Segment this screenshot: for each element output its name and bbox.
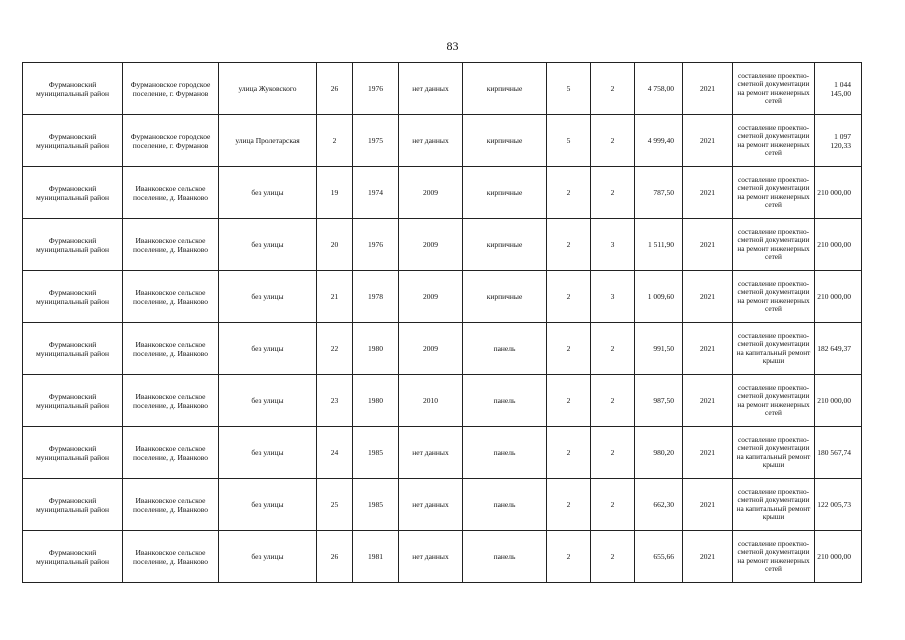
settlement-cell: Фурмановское городское поселение, г. Фурманов [123, 115, 219, 167]
cost-cell: 210 000,00 [815, 167, 862, 219]
year-built-cell: 1981 [353, 531, 399, 583]
floors-cell: 2 [547, 375, 591, 427]
year-built-cell: 1985 [353, 427, 399, 479]
street-cell: улица Жуковского [219, 63, 317, 115]
settlement-cell: Иванковское сельское поселение, д. Иванково [123, 479, 219, 531]
year-repair-cell: 2010 [399, 375, 463, 427]
floors-cell: 2 [547, 167, 591, 219]
district-cell: Фурмановский муниципальный район [23, 323, 123, 375]
housing-repair-table [22, 62, 862, 583]
plan-year-cell: 2021 [683, 479, 733, 531]
settlement-cell: Фурмановское городское поселение, г. Фурманов [123, 63, 219, 115]
plan-year-cell: 2021 [683, 271, 733, 323]
year-repair-cell: нет данных [399, 427, 463, 479]
settlement-cell: Иванковское сельское поселение, д. Иванково [123, 167, 219, 219]
wall-material-cell: панель [463, 479, 547, 531]
table-row [23, 375, 862, 427]
year-built-cell: 1976 [353, 63, 399, 115]
wall-material-cell: панель [463, 531, 547, 583]
floors-cell: 2 [547, 323, 591, 375]
year-repair-cell: нет данных [399, 479, 463, 531]
street-cell: без улицы [219, 219, 317, 271]
work-type-cell: составление проектно-сметной документации на ремонт инженерных сетей [733, 375, 815, 427]
table-row [23, 479, 862, 531]
entrances-cell: 3 [591, 219, 635, 271]
floors-cell: 2 [547, 531, 591, 583]
year-repair-cell: нет данных [399, 63, 463, 115]
area-cell: 991,50 [635, 323, 683, 375]
district-cell: Фурмановский муниципальный район [23, 115, 123, 167]
floors-cell: 2 [547, 219, 591, 271]
work-type-cell: составление проектно-сметной документации на ремонт инженерных сетей [733, 531, 815, 583]
cost-cell: 210 000,00 [815, 219, 862, 271]
plan-year-cell: 2021 [683, 375, 733, 427]
settlement-cell: Иванковское сельское поселение, д. Иванково [123, 323, 219, 375]
house-number-cell: 2 [317, 115, 353, 167]
work-type-cell: составление проектно-сметной документации на капитальный ремонт крыши [733, 323, 815, 375]
settlement-cell: Иванковское сельское поселение, д. Иванково [123, 427, 219, 479]
wall-material-cell: кирпичные [463, 271, 547, 323]
work-type-cell: составление проектно-сметной документации на капитальный ремонт крыши [733, 427, 815, 479]
district-cell: Фурмановский муниципальный район [23, 63, 123, 115]
floors-cell: 2 [547, 479, 591, 531]
year-built-cell: 1974 [353, 167, 399, 219]
house-number-cell: 20 [317, 219, 353, 271]
wall-material-cell: панель [463, 375, 547, 427]
floors-cell: 2 [547, 427, 591, 479]
wall-material-cell: панель [463, 323, 547, 375]
street-cell: без улицы [219, 375, 317, 427]
house-number-cell: 22 [317, 323, 353, 375]
work-type-cell: составление проектно-сметной документации на ремонт инженерных сетей [733, 115, 815, 167]
cost-cell: 210 000,00 [815, 531, 862, 583]
year-built-cell: 1980 [353, 323, 399, 375]
cost-cell: 1 044 145,00 [815, 63, 862, 115]
table-row [23, 219, 862, 271]
table-row [23, 115, 862, 167]
work-type-cell: составление проектно-сметной документации на капитальный ремонт крыши [733, 479, 815, 531]
year-repair-cell: 2009 [399, 271, 463, 323]
work-type-cell: составление проектно-сметной документации на ремонт инженерных сетей [733, 167, 815, 219]
table-row [23, 63, 862, 115]
district-cell: Фурмановский муниципальный район [23, 375, 123, 427]
area-cell: 1 009,60 [635, 271, 683, 323]
cost-cell: 210 000,00 [815, 271, 862, 323]
year-repair-cell: 2009 [399, 167, 463, 219]
district-cell: Фурмановский муниципальный район [23, 219, 123, 271]
year-repair-cell: нет данных [399, 115, 463, 167]
area-cell: 987,50 [635, 375, 683, 427]
table-row [23, 167, 862, 219]
house-number-cell: 21 [317, 271, 353, 323]
entrances-cell: 2 [591, 63, 635, 115]
area-cell: 4 999,40 [635, 115, 683, 167]
house-number-cell: 26 [317, 531, 353, 583]
district-cell: Фурмановский муниципальный район [23, 271, 123, 323]
house-number-cell: 23 [317, 375, 353, 427]
wall-material-cell: кирпичные [463, 63, 547, 115]
table-row [23, 323, 862, 375]
house-number-cell: 24 [317, 427, 353, 479]
district-cell: Фурмановский муниципальный район [23, 479, 123, 531]
year-repair-cell: нет данных [399, 531, 463, 583]
street-cell: без улицы [219, 531, 317, 583]
entrances-cell: 2 [591, 479, 635, 531]
cost-cell: 1 097 120,33 [815, 115, 862, 167]
settlement-cell: Иванковское сельское поселение, д. Иванково [123, 375, 219, 427]
area-cell: 655,66 [635, 531, 683, 583]
work-type-cell: составление проектно-сметной документации на ремонт инженерных сетей [733, 63, 815, 115]
entrances-cell: 2 [591, 115, 635, 167]
plan-year-cell: 2021 [683, 323, 733, 375]
plan-year-cell: 2021 [683, 115, 733, 167]
wall-material-cell: кирпичные [463, 167, 547, 219]
cost-cell: 180 567,74 [815, 427, 862, 479]
year-built-cell: 1978 [353, 271, 399, 323]
cost-cell: 122 005,73 [815, 479, 862, 531]
area-cell: 787,50 [635, 167, 683, 219]
cost-cell: 210 000,00 [815, 375, 862, 427]
work-type-cell: составление проектно-сметной документации на ремонт инженерных сетей [733, 271, 815, 323]
area-cell: 1 511,90 [635, 219, 683, 271]
table-body [23, 63, 862, 583]
page-number: 83 [446, 39, 459, 53]
house-number-cell: 25 [317, 479, 353, 531]
district-cell: Фурмановский муниципальный район [23, 531, 123, 583]
entrances-cell: 2 [591, 167, 635, 219]
street-cell: без улицы [219, 323, 317, 375]
year-built-cell: 1985 [353, 479, 399, 531]
entrances-cell: 2 [591, 531, 635, 583]
year-repair-cell: 2009 [399, 219, 463, 271]
street-cell: без улицы [219, 271, 317, 323]
plan-year-cell: 2021 [683, 219, 733, 271]
floors-cell: 5 [547, 63, 591, 115]
area-cell: 4 758,00 [635, 63, 683, 115]
floors-cell: 2 [547, 271, 591, 323]
year-repair-cell: 2009 [399, 323, 463, 375]
entrances-cell: 2 [591, 323, 635, 375]
area-cell: 980,20 [635, 427, 683, 479]
wall-material-cell: панель [463, 427, 547, 479]
house-number-cell: 19 [317, 167, 353, 219]
wall-material-cell: кирпичные [463, 219, 547, 271]
entrances-cell: 3 [591, 271, 635, 323]
settlement-cell: Иванковское сельское поселение, д. Иванково [123, 271, 219, 323]
street-cell: без улицы [219, 167, 317, 219]
plan-year-cell: 2021 [683, 531, 733, 583]
cost-cell: 182 649,37 [815, 323, 862, 375]
street-cell: улица Пролетарская [219, 115, 317, 167]
entrances-cell: 2 [591, 375, 635, 427]
year-built-cell: 1975 [353, 115, 399, 167]
settlement-cell: Иванковское сельское поселение, д. Иванково [123, 531, 219, 583]
wall-material-cell: кирпичные [463, 115, 547, 167]
street-cell: без улицы [219, 427, 317, 479]
table-row [23, 271, 862, 323]
street-cell: без улицы [219, 479, 317, 531]
plan-year-cell: 2021 [683, 167, 733, 219]
work-type-cell: составление проектно-сметной документации на ремонт инженерных сетей [733, 219, 815, 271]
table-row [23, 531, 862, 583]
year-built-cell: 1976 [353, 219, 399, 271]
table-row [23, 427, 862, 479]
plan-year-cell: 2021 [683, 427, 733, 479]
settlement-cell: Иванковское сельское поселение, д. Иванково [123, 219, 219, 271]
year-built-cell: 1980 [353, 375, 399, 427]
area-cell: 662,30 [635, 479, 683, 531]
floors-cell: 5 [547, 115, 591, 167]
plan-year-cell: 2021 [683, 63, 733, 115]
house-number-cell: 26 [317, 63, 353, 115]
district-cell: Фурмановский муниципальный район [23, 427, 123, 479]
district-cell: Фурмановский муниципальный район [23, 167, 123, 219]
entrances-cell: 2 [591, 427, 635, 479]
